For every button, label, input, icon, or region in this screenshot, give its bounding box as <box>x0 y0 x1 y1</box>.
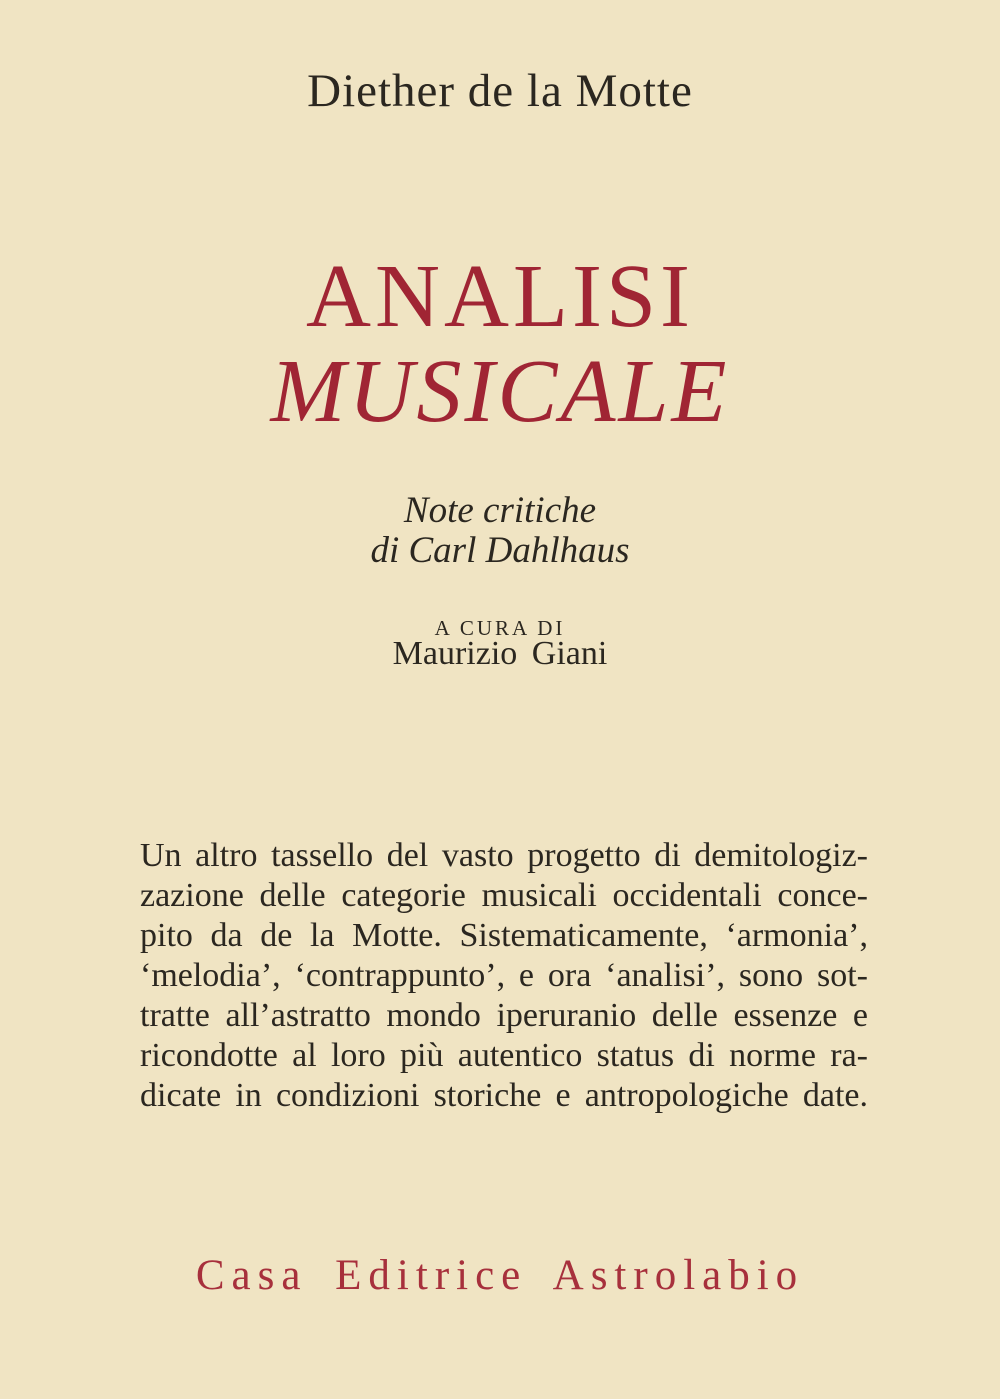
blurb-line: Un altro tassello del vasto progetto di demitologiz- <box>140 837 868 874</box>
blurb-line: pito da de la Motte. Sistematicamente, ‘armonia’, <box>140 917 868 954</box>
blurb-line: ricondotte al loro più autentico status di norme ra- <box>140 1037 868 1074</box>
blurb-line: zazione delle categorie musicali occidentali conce- <box>140 877 868 914</box>
publisher-name: Casa Editrice Astrolabio <box>195 1252 805 1299</box>
blurb-line: ‘melodia’, ‘contrappunto’, e ora ‘analisi’, sono sot- <box>140 957 868 994</box>
subtitle <box>0 491 1000 571</box>
back-blurb <box>140 836 868 1116</box>
author-name: Diether de la Motte <box>307 65 693 117</box>
subtitle-line2: di Carl Dahlhaus <box>370 530 630 571</box>
editor-name: Maurizio Giani <box>392 635 608 672</box>
book-title-line1: ANALISI <box>306 247 694 346</box>
blurb-line: dicate in condizioni storiche e antropologiche date. <box>140 1077 868 1114</box>
editor-credit-label: A CURA DI <box>434 616 566 640</box>
subtitle-line1: Note critiche <box>403 490 597 531</box>
book-title-line2: MUSICALE <box>270 342 730 441</box>
blurb-line: tratte all’astratto mondo iperuranio delle essenze e <box>140 997 868 1034</box>
